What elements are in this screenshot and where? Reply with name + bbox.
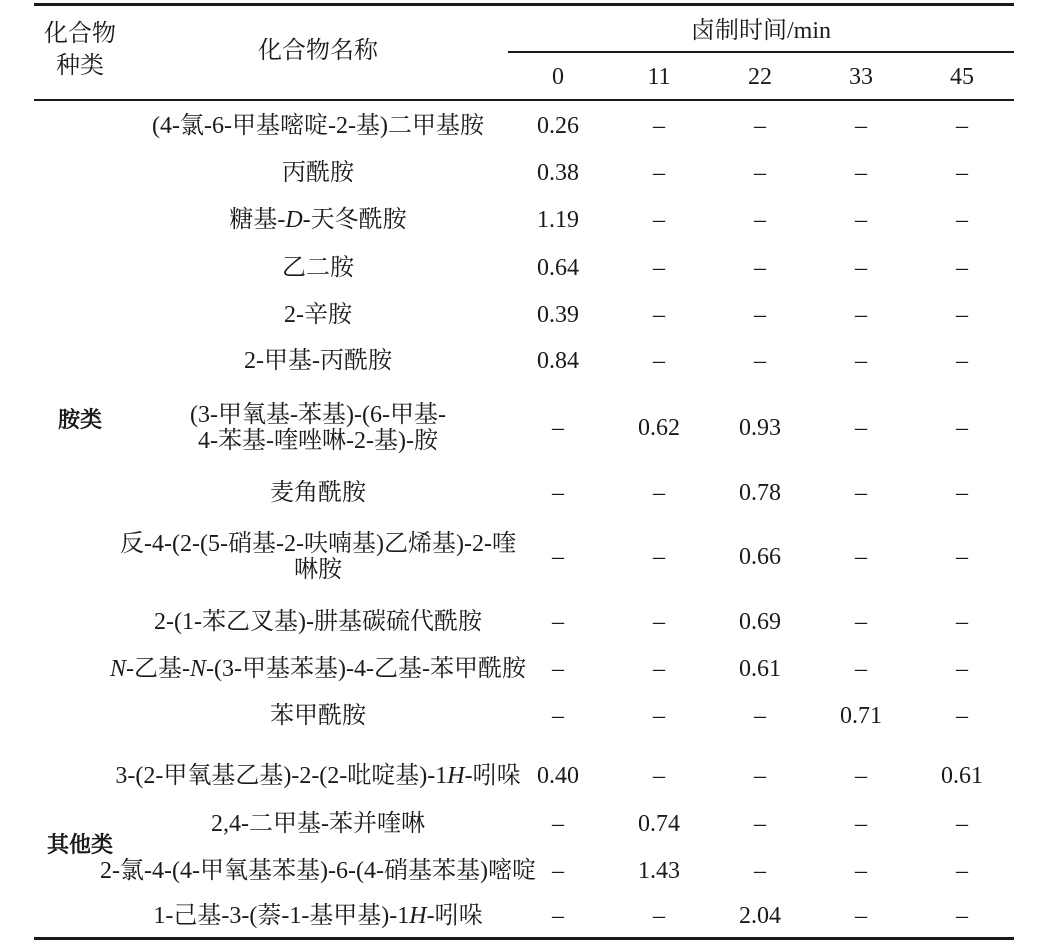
compound-name-line: 苯甲酰胺 xyxy=(270,703,366,729)
value-cell: – xyxy=(754,858,766,884)
value-cell: 0.61 xyxy=(941,763,983,789)
value-cell: 0.74 xyxy=(638,811,680,837)
value-cell: – xyxy=(956,255,968,281)
value-cell: 1.19 xyxy=(537,207,579,233)
compound-name xyxy=(108,804,528,844)
compound-name xyxy=(108,756,528,796)
header-time-11: 11 xyxy=(647,64,671,90)
value-cell: 0.61 xyxy=(739,656,781,682)
table-bottom-rule xyxy=(34,937,1014,940)
value-cell: – xyxy=(552,858,564,884)
value-cell: – xyxy=(956,609,968,635)
value-cell: – xyxy=(552,656,564,682)
compound-name-line: 1-己基-3-(萘-1-基甲基)-1H-吲哚 xyxy=(153,903,483,929)
compound-name-line: 2,4-二甲基-苯并喹啉 xyxy=(211,811,425,837)
value-cell: – xyxy=(552,544,564,570)
value-cell: – xyxy=(956,858,968,884)
value-cell: 0.69 xyxy=(739,609,781,635)
value-cell: – xyxy=(653,255,665,281)
compound-name xyxy=(108,341,528,381)
value-cell: – xyxy=(855,858,867,884)
value-cell: – xyxy=(956,544,968,570)
value-cell: – xyxy=(855,348,867,374)
compound-name xyxy=(100,851,536,891)
category-label: 其他类 xyxy=(46,833,113,858)
value-cell: – xyxy=(855,480,867,506)
value-cell: – xyxy=(552,609,564,635)
value-cell: 0.64 xyxy=(537,255,579,281)
value-cell: – xyxy=(855,415,867,441)
value-cell: – xyxy=(956,302,968,328)
compound-name-line: 乙二胺 xyxy=(282,255,354,281)
value-cell: – xyxy=(956,160,968,186)
compound-name-line: 麦角酰胺 xyxy=(270,480,366,506)
value-cell: – xyxy=(653,763,665,789)
compound-name xyxy=(108,200,528,240)
value-cell: – xyxy=(653,160,665,186)
value-cell: – xyxy=(855,656,867,682)
value-cell: – xyxy=(754,113,766,139)
value-cell: – xyxy=(855,255,867,281)
compound-name xyxy=(108,396,528,460)
value-cell: – xyxy=(855,903,867,929)
value-cell: – xyxy=(855,302,867,328)
value-cell: – xyxy=(552,903,564,929)
value-cell: – xyxy=(855,763,867,789)
value-cell: – xyxy=(653,903,665,929)
compound-name xyxy=(108,153,528,193)
value-cell: 0.93 xyxy=(739,415,781,441)
table-top-rule xyxy=(34,3,1014,6)
header-compound-name: 化合物名称 xyxy=(258,38,378,64)
compound-name-line: N-乙基-N-(3-甲基苯基)-4-乙基-苯甲酰胺 xyxy=(110,656,526,682)
value-cell: – xyxy=(956,703,968,729)
header-category-line2: 种类 xyxy=(56,53,104,79)
value-cell: – xyxy=(653,348,665,374)
value-cell: – xyxy=(653,302,665,328)
compound-name-line: 2-(1-苯乙叉基)-肼基碳硫代酰胺 xyxy=(154,609,482,635)
compound-name-line: 糖基-D-天冬酰胺 xyxy=(229,207,407,233)
compound-name xyxy=(108,602,528,642)
value-cell: – xyxy=(754,160,766,186)
compound-name-line: (4-氯-6-甲基嘧啶-2-基)二甲基胺 xyxy=(152,113,484,139)
value-cell: 0.84 xyxy=(537,348,579,374)
header-time-45: 45 xyxy=(950,64,974,90)
compound-name xyxy=(108,649,528,689)
compound-name-line: 反-4-(2-(5-硝基-2-呋喃基)乙烯基)-2-喹 xyxy=(120,531,516,557)
compound-name-line: 丙酰胺 xyxy=(282,160,354,186)
header-category-line1: 化合物 xyxy=(44,21,116,47)
compound-name-line: 2-甲基-丙酰胺 xyxy=(244,348,392,374)
value-cell: 0.39 xyxy=(537,302,579,328)
value-cell: – xyxy=(855,113,867,139)
compound-name xyxy=(108,248,528,288)
compound-name xyxy=(108,696,528,736)
compound-name-line: 3-(2-甲氧基乙基)-2-(2-吡啶基)-1H-吲哚 xyxy=(115,763,521,789)
value-cell: – xyxy=(653,207,665,233)
value-cell: – xyxy=(754,255,766,281)
value-cell: – xyxy=(956,348,968,374)
value-cell: – xyxy=(855,609,867,635)
value-cell: – xyxy=(552,415,564,441)
header-time-33: 33 xyxy=(849,64,873,90)
header-time-group: 卤制时间/min xyxy=(690,18,831,44)
value-cell: – xyxy=(855,207,867,233)
value-cell: – xyxy=(653,703,665,729)
value-cell: – xyxy=(855,544,867,570)
value-cell: 2.04 xyxy=(739,903,781,929)
value-cell: – xyxy=(653,656,665,682)
compound-name-line: (3-甲氧基-苯基)-(6-甲基- xyxy=(190,402,446,428)
compound-name-line: 啉胺 xyxy=(294,557,342,583)
value-cell: – xyxy=(754,207,766,233)
value-cell: – xyxy=(552,703,564,729)
compound-name-line: 2-辛胺 xyxy=(284,302,352,328)
compound-name xyxy=(108,473,528,513)
value-cell: – xyxy=(754,811,766,837)
value-cell: – xyxy=(956,811,968,837)
compound-name xyxy=(108,525,528,589)
value-cell: – xyxy=(754,302,766,328)
value-cell: – xyxy=(855,811,867,837)
value-cell: 0.40 xyxy=(537,763,579,789)
compound-name xyxy=(108,106,528,146)
value-cell: 0.38 xyxy=(537,160,579,186)
value-cell: 0.78 xyxy=(739,480,781,506)
value-cell: – xyxy=(855,160,867,186)
value-cell: – xyxy=(956,415,968,441)
value-cell: – xyxy=(956,207,968,233)
value-cell: 0.26 xyxy=(537,113,579,139)
compound-name-line: 4-苯基-喹唑啉-2-基)-胺 xyxy=(198,428,438,454)
value-cell: – xyxy=(956,656,968,682)
value-cell: – xyxy=(653,480,665,506)
value-cell: – xyxy=(754,703,766,729)
value-cell: – xyxy=(956,903,968,929)
category-label: 胺类 xyxy=(57,408,102,433)
value-cell: 0.71 xyxy=(840,703,882,729)
header-time-22: 22 xyxy=(748,64,772,90)
value-cell: – xyxy=(956,480,968,506)
time-group-rule xyxy=(508,51,1014,53)
value-cell: 1.43 xyxy=(638,858,680,884)
value-cell: – xyxy=(754,348,766,374)
value-cell: – xyxy=(653,609,665,635)
value-cell: – xyxy=(653,113,665,139)
value-cell: – xyxy=(552,811,564,837)
compound-name xyxy=(108,295,528,335)
value-cell: – xyxy=(653,544,665,570)
compound-name-line: 2-氯-4-(4-甲氧基苯基)-6-(4-硝基苯基)嘧啶 xyxy=(100,858,536,884)
value-cell: 0.66 xyxy=(739,544,781,570)
compound-name xyxy=(108,896,528,936)
value-cell: – xyxy=(754,763,766,789)
value-cell: 0.62 xyxy=(638,415,680,441)
value-cell: – xyxy=(552,480,564,506)
header-bottom-rule xyxy=(34,99,1014,101)
value-cell: – xyxy=(956,113,968,139)
header-time-0: 0 xyxy=(552,64,564,90)
